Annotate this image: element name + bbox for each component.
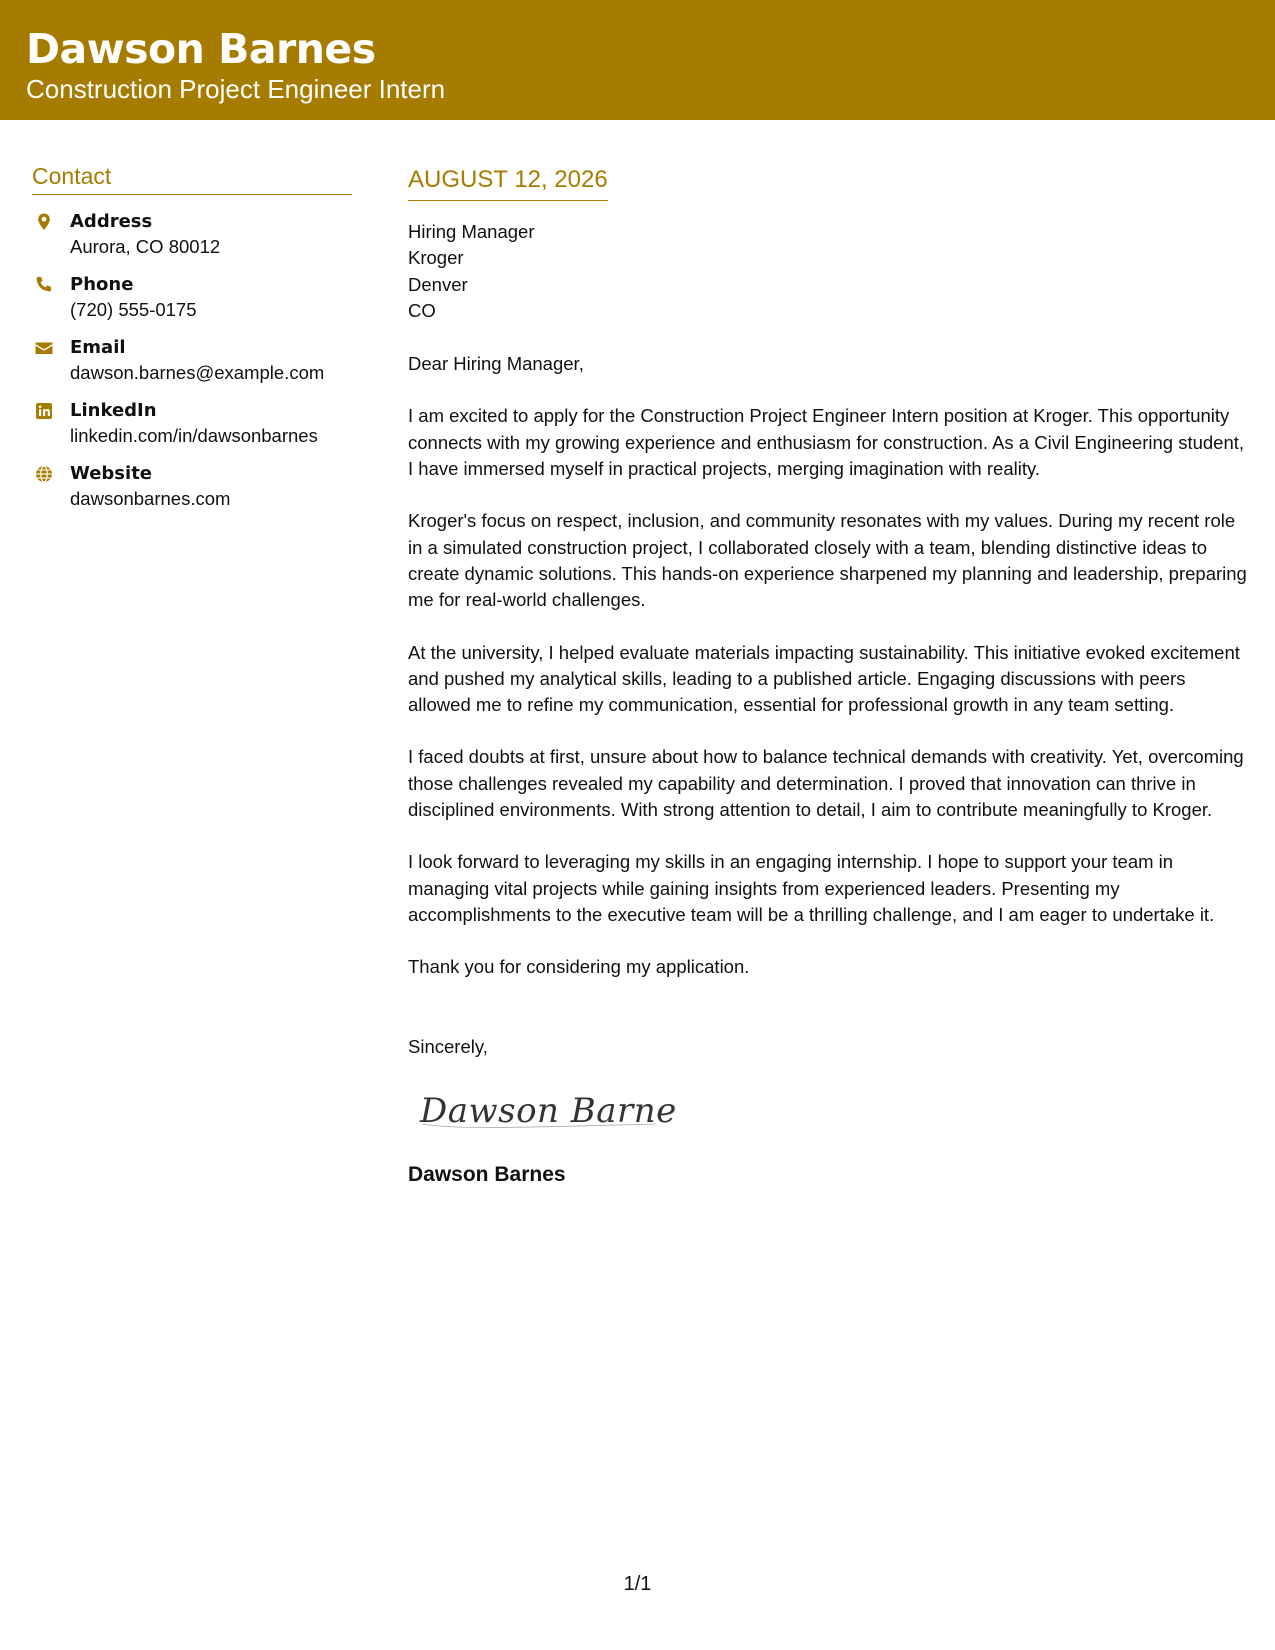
recipient-line: Kroger bbox=[408, 247, 464, 269]
linkedin-value: linkedin.com/in/dawsonbarnes bbox=[70, 425, 318, 446]
contact-sidebar bbox=[32, 160, 352, 510]
address-value: Aurora, CO 80012 bbox=[70, 236, 221, 257]
letter-paragraph: Kroger's focus on respect, inclusion, and community resonates with my values. During my recent role in a simulated construction project, I collaborated closely with a team, blending distinctive ideas to create dynamic solutions. This hands-on experience sharpened my planning and leadership, preparing me for real-world challenges. bbox=[408, 510, 1247, 611]
contact-label: Email bbox=[70, 337, 126, 358]
contact-label: LinkedIn bbox=[70, 400, 157, 421]
header-banner bbox=[0, 0, 1275, 120]
contact-label: Address bbox=[70, 211, 153, 232]
contact-item-address bbox=[32, 210, 352, 258]
signer-name: Dawson Barnes bbox=[408, 1162, 566, 1186]
contact-label: Phone bbox=[70, 274, 134, 295]
page-number: 1/1 bbox=[623, 1573, 652, 1595]
contact-item-email bbox=[32, 336, 352, 384]
letter-paragraph: I am excited to apply for the Construction Project Engineer Intern position at Kroger. This opportunity connects with my growing experience and enthusiasm for construction. As a Civil Engineering student, I have immersed myself in practical projects, merging imagination with reality. bbox=[408, 405, 1245, 480]
globe-icon bbox=[34, 464, 54, 484]
letter-paragraph: I faced doubts at first, unsure about how to balance technical demands with creativity. Yet, overcoming those challenges revealed my capability and determination. I proved that innovation can thrive in disciplined environments. With strong attention to detail, I aim to contribute meaningfully to Kroger. bbox=[408, 746, 1244, 821]
contact-heading: Contact bbox=[32, 160, 352, 195]
salutation: Dear Hiring Manager, bbox=[408, 353, 584, 375]
contact-item-phone bbox=[32, 273, 352, 321]
envelope-icon bbox=[34, 338, 54, 358]
applicant-name: Dawson Barnes bbox=[26, 25, 376, 73]
svg-text:Dawson Barnes: Dawson Barnes bbox=[420, 1090, 676, 1131]
website-value: dawsonbarnes.com bbox=[70, 488, 231, 509]
contact-label: Website bbox=[70, 463, 153, 484]
recipient-line: CO bbox=[408, 299, 436, 321]
letter-body bbox=[408, 164, 1253, 1189]
recipient-line: Hiring Manager bbox=[408, 221, 535, 242]
phone-value: (720) 555-0175 bbox=[70, 299, 197, 320]
contact-item-linkedin bbox=[32, 399, 352, 447]
handwritten-signature bbox=[416, 1080, 676, 1140]
letter-paragraph: Thank you for considering my application. bbox=[408, 956, 750, 978]
letter-paragraph: I look forward to leveraging my skills in an engaging internship. I hope to support your team in managing vital projects while gaining insights from experienced leaders. Presenting my accomplishments to the executive team will be a thrilling challenge, and I am eager to undertake it. bbox=[408, 851, 1215, 925]
recipient-block bbox=[408, 219, 1253, 324]
job-title: Construction Project Engineer Intern bbox=[26, 74, 446, 104]
recipient-line: Denver bbox=[408, 273, 468, 295]
phone-icon bbox=[34, 275, 54, 295]
map-pin-icon bbox=[34, 212, 54, 232]
letter-paragraph: At the university, I helped evaluate materials impacting sustainability. This initiative evoked excitement and pushed my analytical skills, leading to a published article. Engaging discussions with peers allowed me to refine my communication, essential for professional growth in any team setting. bbox=[408, 641, 1240, 716]
letter-date: AUGUST 12, 2026 bbox=[408, 164, 608, 201]
email-value: dawson.barnes@example.com bbox=[70, 362, 325, 383]
linkedin-icon bbox=[34, 401, 54, 421]
contact-item-website bbox=[32, 462, 352, 510]
closing: Sincerely, bbox=[408, 1035, 488, 1057]
